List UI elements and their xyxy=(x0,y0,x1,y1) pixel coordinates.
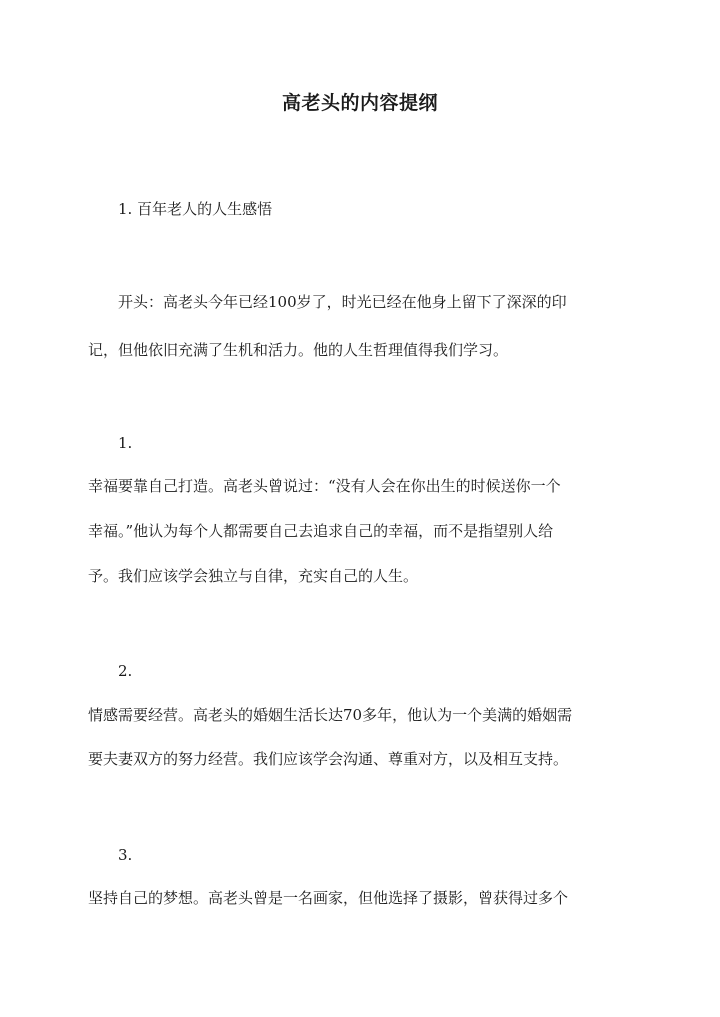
point-1-line-1: 幸福要靠自己打造。高老头曾说过：“没有人会在你出生的时候送你一个 xyxy=(88,477,561,495)
intro-line-1: 开头：高老头今年已经100岁了，时光已经在他身上留下了深深的印 xyxy=(118,293,567,311)
point-1-line-2: 幸福。”他认为每个人都需要自己去追求自己的幸福，而不是指望别人给 xyxy=(88,522,554,540)
point-2-line-1: 情感需要经营。高老头的婚姻生活长达70多年，他认为一个美满的婚姻需 xyxy=(88,706,573,724)
point-3-line-1: 坚持自己的梦想。高老头曾是一名画家，但他选择了摄影，曾获得过多个 xyxy=(88,889,569,907)
point-3-number: 3. xyxy=(118,846,133,864)
point-2-number: 2. xyxy=(118,662,133,680)
intro-line-2: 记，但他依旧充满了生机和活力。他的人生哲理值得我们学习。 xyxy=(88,341,509,359)
point-1-number: 1. xyxy=(118,434,133,452)
document-title: 高老头的内容提纲 xyxy=(281,92,438,114)
point-2-line-2: 要夫妻双方的努力经营。我们应该学会沟通、尊重对方，以及相互支持。 xyxy=(88,750,569,768)
section-heading: 1. 百年老人的人生感悟 xyxy=(118,200,273,218)
point-1-line-3: 予。我们应该学会独立与自律，充实自己的人生。 xyxy=(88,567,419,585)
